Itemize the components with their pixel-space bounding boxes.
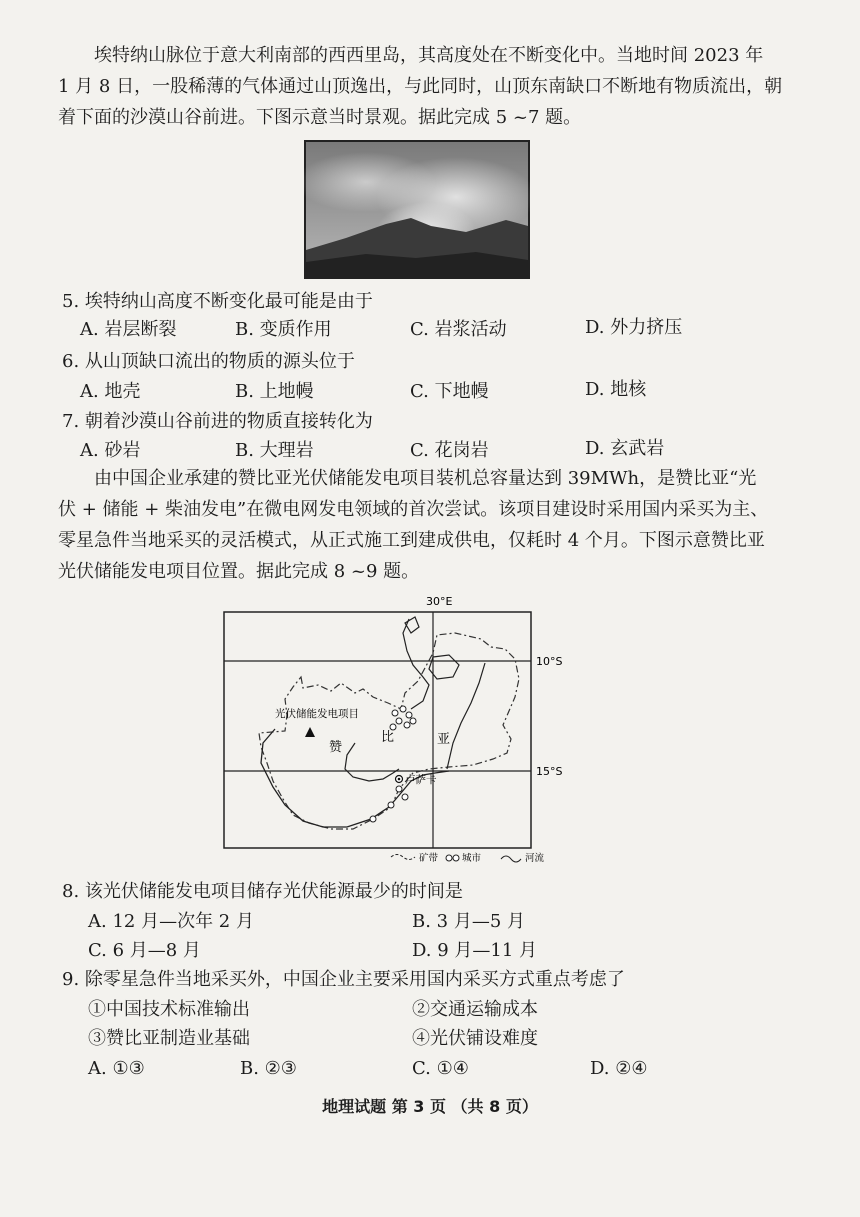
project-marker-icon (305, 727, 315, 737)
passage-line: 埃特纳山脉位于意大利南部的西西里岛，其高度处在不断变化中。当地时间 2023 年 (94, 45, 764, 66)
question-8: 8. 该光伏储能发电项目储存光伏能源最少的时间是 (62, 881, 463, 902)
question-5: 5. 埃特纳山高度不断变化最可能是由于 (62, 291, 373, 312)
volcano-photo-image (306, 142, 528, 277)
country-char-2: 比 (381, 730, 395, 745)
lat-label-15s: 15°S (536, 765, 563, 778)
q9-item-3: ③赞比亚制造业基础 (88, 1028, 250, 1049)
q9-item-4: ④光伏铺设难度 (412, 1028, 538, 1049)
legend-city-icon (446, 855, 452, 861)
country-char-1: 赞 (329, 740, 343, 755)
luangwa-river (447, 663, 485, 769)
q8-option-d[interactable]: D. 9 月—11 月 (412, 940, 538, 961)
legend-river-label: 河流 (525, 853, 545, 864)
q5-option-a[interactable]: A. 岩层断裂 (80, 319, 177, 340)
question-9: 9. 除零星急件当地采买外，中国企业主要采用国内采买方式重点考虑了 (62, 969, 625, 990)
q9-option-c[interactable]: C. ①④ (412, 1058, 469, 1079)
lon-label: 30°E (426, 595, 453, 608)
q9-option-a[interactable]: A. ①③ (88, 1058, 145, 1079)
page-footer: 地理试题 第 3 页 （共 8 页） (322, 1097, 538, 1116)
q8-option-c[interactable]: C. 6 月—8 月 (88, 940, 201, 961)
passage-line: 着下面的沙漠山谷前进。下图示意当时景观。据此完成 5 ~7 题。 (58, 107, 582, 128)
map-legend (391, 852, 545, 864)
map-frame (224, 612, 531, 848)
q7-option-d[interactable]: D. 玄武岩 (585, 438, 665, 459)
q9-option-b[interactable]: B. ②③ (240, 1058, 297, 1079)
project-label: 光伏储能发电项目 (275, 708, 359, 720)
volcano-photo (304, 140, 530, 279)
kafue-river (345, 743, 399, 781)
q7-option-a[interactable]: A. 砂岩 (80, 440, 141, 461)
legend-river-icon (501, 856, 521, 862)
q9-item-2: ②交通运输成本 (412, 999, 538, 1020)
q9-item-1: ①中国技术标准输出 (88, 999, 250, 1020)
passage-line: 光伏储能发电项目位置。据此完成 8 ~9 题。 (58, 561, 420, 582)
q5-option-d[interactable]: D. 外力挤压 (585, 317, 683, 338)
passage-line: 1 月 8 日，一股稀薄的气体通过山顶逸出，与此同时，山顶东南缺口不断地有物质流出，朝 (58, 76, 783, 97)
passage-zambia (58, 463, 808, 587)
q8-option-a[interactable]: A. 12 月—次年 2 月 (88, 911, 254, 932)
q5-option-c[interactable]: C. 岩浆活动 (410, 319, 507, 340)
q8-option-b[interactable]: B. 3 月—5 月 (412, 911, 526, 932)
zambia-map (223, 593, 563, 868)
q7-option-b[interactable]: B. 大理岩 (235, 440, 314, 461)
q5-option-b[interactable]: B. 变质作用 (235, 319, 332, 340)
lake-mweru (405, 617, 419, 633)
lusaka-label: 卢萨卡 (405, 774, 437, 786)
q6-option-d[interactable]: D. 地核 (585, 379, 647, 400)
passage-line: 伏 + 储能 + 柴油发电”在微电网发电领域的首次尝试。该项目建设时采用国内采买为主、 (58, 499, 769, 520)
passage-etna (58, 40, 808, 133)
q6-option-a[interactable]: A. 地壳 (80, 381, 141, 402)
country-char-3: 亚 (437, 732, 451, 747)
luapula-river (403, 619, 429, 709)
q9-option-d[interactable]: D. ②④ (590, 1058, 648, 1079)
q7-option-c[interactable]: C. 花岗岩 (410, 440, 489, 461)
legend-city-label: 城市 (462, 853, 482, 864)
passage-line: 由中国企业承建的赞比亚光伏储能发电项目装机总容量达到 39MWh，是赞比亚“光 (94, 468, 757, 489)
question-7: 7. 朝着沙漠山谷前进的物质直接转化为 (62, 411, 373, 432)
copperbelt-mines (390, 706, 416, 730)
q6-option-c[interactable]: C. 下地幔 (410, 381, 489, 402)
question-6: 6. 从山顶缺口流出的物质的源头位于 (62, 351, 355, 372)
lat-label-10s: 10°S (536, 655, 563, 668)
q6-option-b[interactable]: B. 上地幔 (235, 381, 314, 402)
legend-mine-icon (391, 855, 415, 860)
passage-line: 零星急件当地采买的灵活模式，从正式施工到建成供电，仅耗时 4 个月。下图示意赞比亚 (58, 530, 765, 551)
legend-mine-label: 矿带 (419, 853, 439, 864)
